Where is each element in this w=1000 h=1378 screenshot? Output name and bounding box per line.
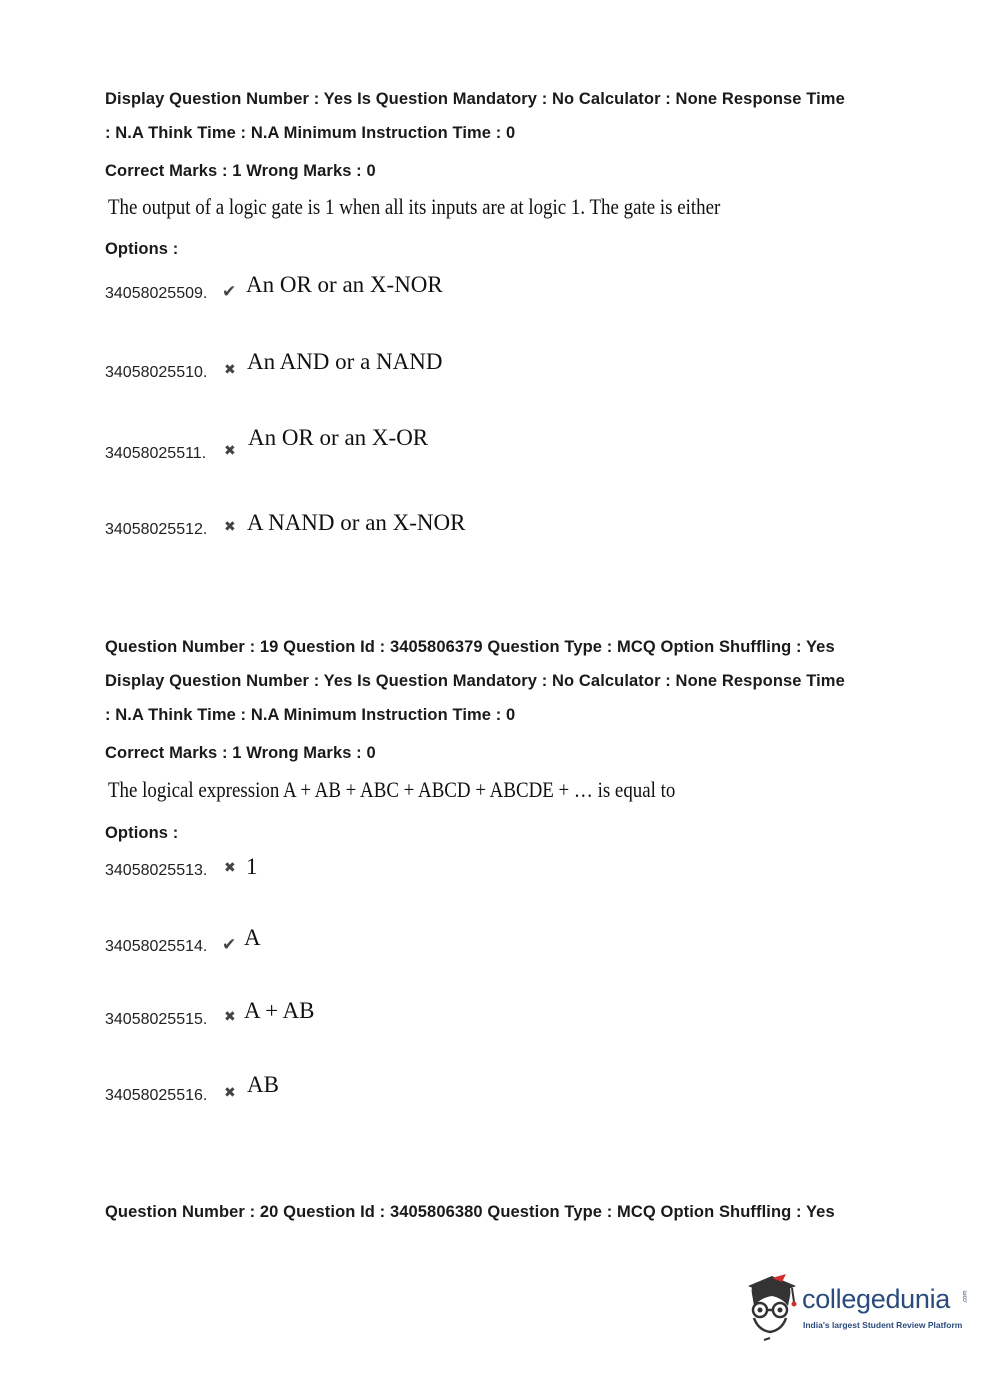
question-header: Question Number : 19 Question Id : 3405806379 Question Type : MCQ Option Shuffling : Yes	[105, 638, 835, 656]
option-id: 34058025512.	[105, 521, 208, 538]
question-meta-line-1: Display Question Number : Yes Is Question Mandatory : No Calculator : None Response Time	[105, 672, 845, 690]
question-text: The output of a logic gate is 1 when all its inputs are at logic 1. The gate is either	[108, 194, 721, 219]
option-id: 34058025511.	[105, 445, 207, 462]
mascot-icon	[742, 1272, 802, 1344]
option-id: 34058025510.	[105, 364, 208, 381]
check-icon: ✔	[222, 935, 237, 955]
question-header: Question Number : 20 Question Id : 3405806380 Question Type : MCQ Option Shuffling : Yes	[105, 1203, 835, 1221]
question-meta-line-2: : N.A Think Time : N.A Minimum Instruction Time : 0	[105, 706, 516, 724]
option-text: 1	[246, 854, 258, 879]
logo-wordmark: collegedunia	[802, 1284, 951, 1314]
question-text: The logical expression A + AB + ABC + ABCD + ABCDE + … is equal to	[108, 777, 676, 802]
options-label: Options :	[105, 240, 179, 258]
cross-icon: ✖	[224, 860, 236, 876]
option-id: 34058025509.	[105, 285, 208, 302]
option-id: 34058025515.	[105, 1011, 208, 1028]
options-label: Options :	[105, 824, 179, 842]
cross-icon: ✖	[224, 1009, 236, 1025]
option-text: AB	[247, 1072, 279, 1097]
option-text: A	[244, 925, 261, 950]
option-text: An AND or a NAND	[247, 349, 443, 374]
question-marks: Correct Marks : 1 Wrong Marks : 0	[105, 162, 376, 180]
logo-suffix: .com	[962, 1290, 969, 1304]
cross-icon: ✖	[224, 362, 236, 378]
cross-icon: ✖	[224, 1085, 236, 1101]
option-text: An OR or an X-NOR	[246, 272, 443, 297]
question-meta-line-1: Display Question Number : Yes Is Question Mandatory : No Calculator : None Response Time	[105, 90, 845, 108]
option-id: 34058025516.	[105, 1087, 208, 1104]
option-text: A NAND or an X-NOR	[247, 510, 466, 535]
question-meta-line-2: : N.A Think Time : N.A Minimum Instruction Time : 0	[105, 124, 516, 142]
option-text: An OR or an X-OR	[248, 425, 429, 450]
check-icon: ✔	[222, 282, 237, 302]
logo-tagline: India's largest Student Review Platform	[803, 1320, 963, 1330]
option-id: 34058025514.	[105, 938, 208, 955]
option-id: 34058025513.	[105, 862, 208, 879]
question-marks: Correct Marks : 1 Wrong Marks : 0	[105, 744, 376, 762]
cross-icon: ✖	[224, 519, 236, 535]
cross-icon: ✖	[224, 443, 236, 459]
collegedunia-logo	[742, 1272, 982, 1344]
option-text: A + AB	[244, 998, 315, 1023]
